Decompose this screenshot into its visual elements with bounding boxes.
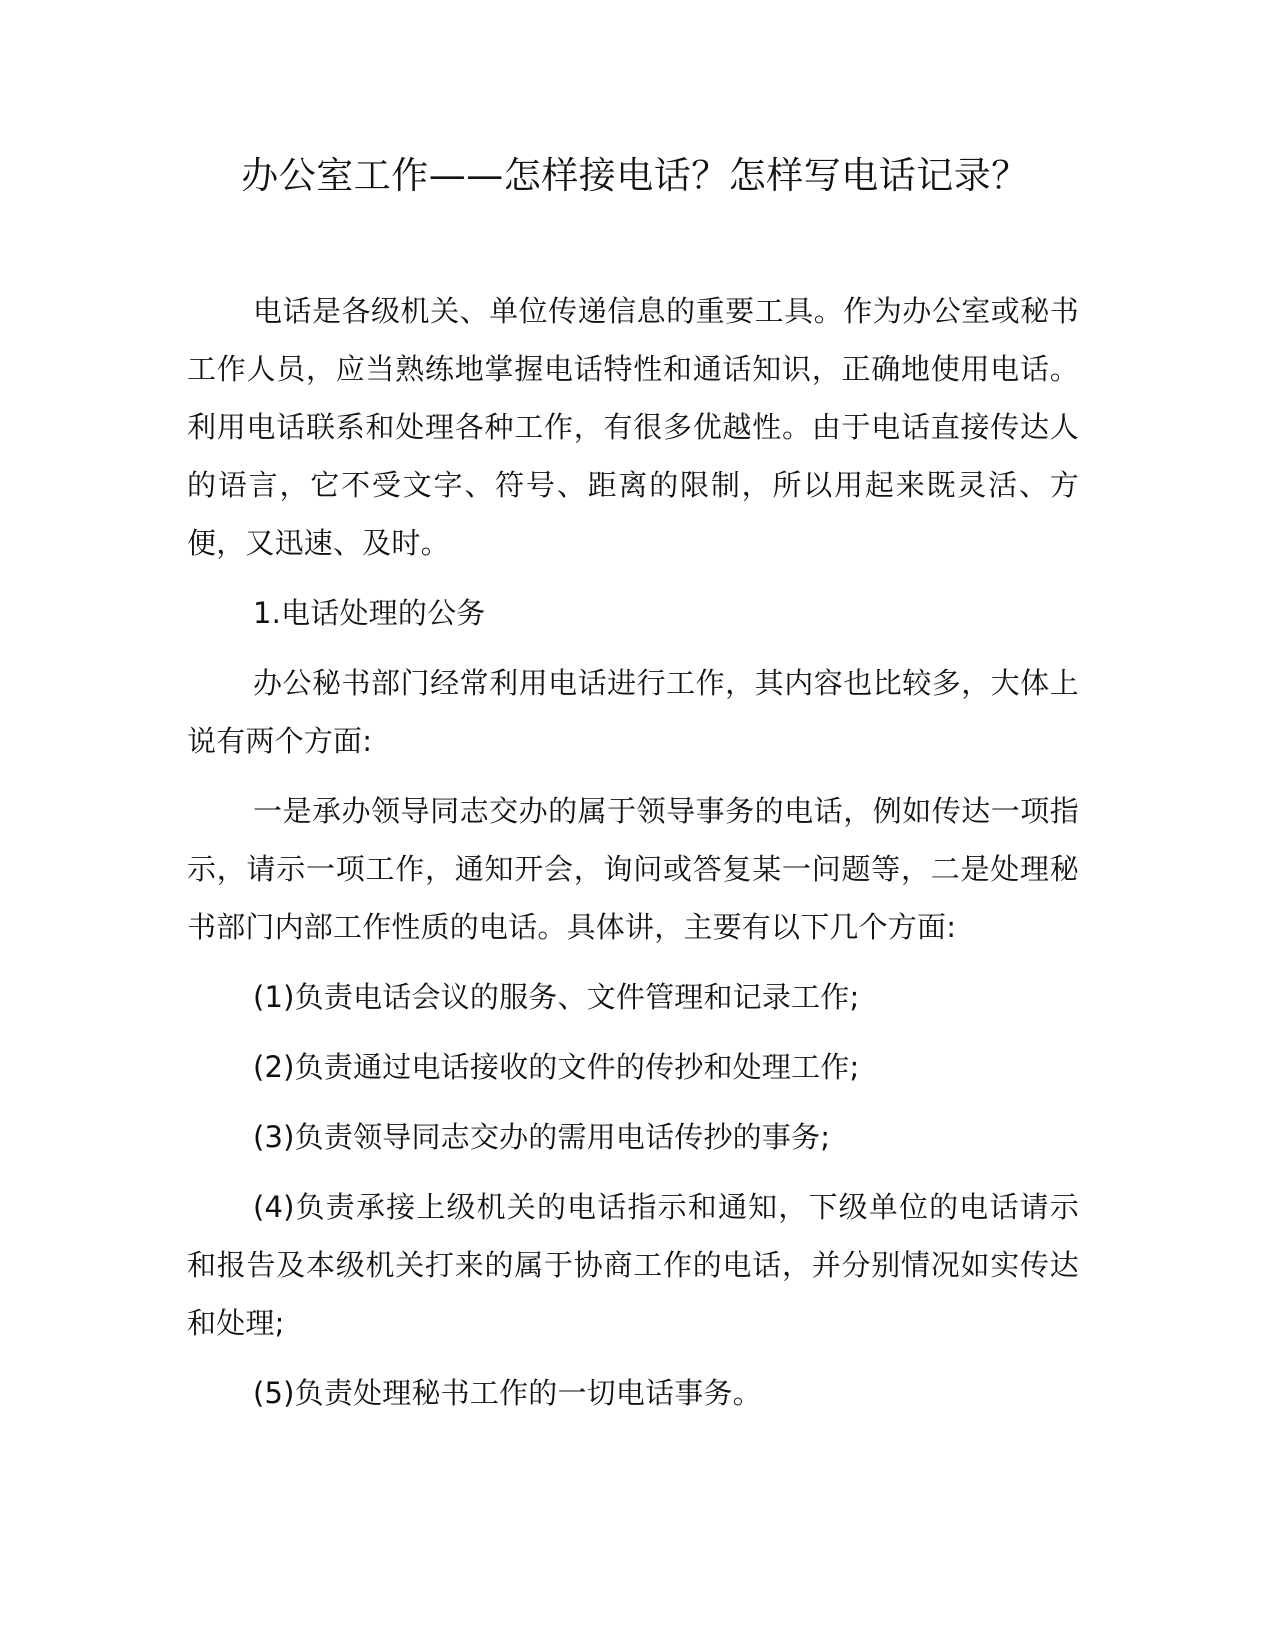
list-item-3: (3)负责领导同志交办的需用电话传抄的事务;: [253, 1120, 831, 1154]
list-item-5: (5)负责处理秘书工作的一切电话事务。: [253, 1376, 762, 1410]
list-item-1: (1)负责电话会议的服务、文件管理和记录工作;: [253, 980, 860, 1014]
list-item-4: (4)负责承接上级机关的电话指示和通知，下级单位的电话请示和报告及本级机关打来的属于协商工作的电话，并分别情况如实传达和处理;: [187, 1190, 1079, 1340]
paragraph-intro: 电话是各级机关、单位传递信息的重要工具。作为办公室或秘书工作人员，应当熟练地掌握电话特性和通话知识，正确地使用电话。利用电话联系和处理各种工作，有很多优越性。由于电话直接传达人的语言，它不受文字、符号、距离的限制，所以用起来既灵活、方便，又迅速、及时。: [187, 294, 1079, 560]
paragraph-overview: 办公秘书部门经常利用电话进行工作，其内容也比较多，大体上说有两个方面:: [187, 666, 1079, 758]
document-title: 办公室工作——怎样接电话？怎样写电话记录？: [241, 154, 1029, 197]
document-body: [187, 282, 1079, 1434]
list-item-2: (2)负责通过电话接收的文件的传抄和处理工作;: [253, 1050, 860, 1084]
paragraph-two-aspects: 一是承办领导同志交办的属于领导事务的电话，例如传达一项指示，请示一项工作，通知开会，询问或答复某一问题等，二是处理秘书部门内部工作性质的电话。具体讲，主要有以下几个方面:: [187, 794, 1079, 944]
section-heading-1: 1.电话处理的公务: [253, 596, 486, 630]
